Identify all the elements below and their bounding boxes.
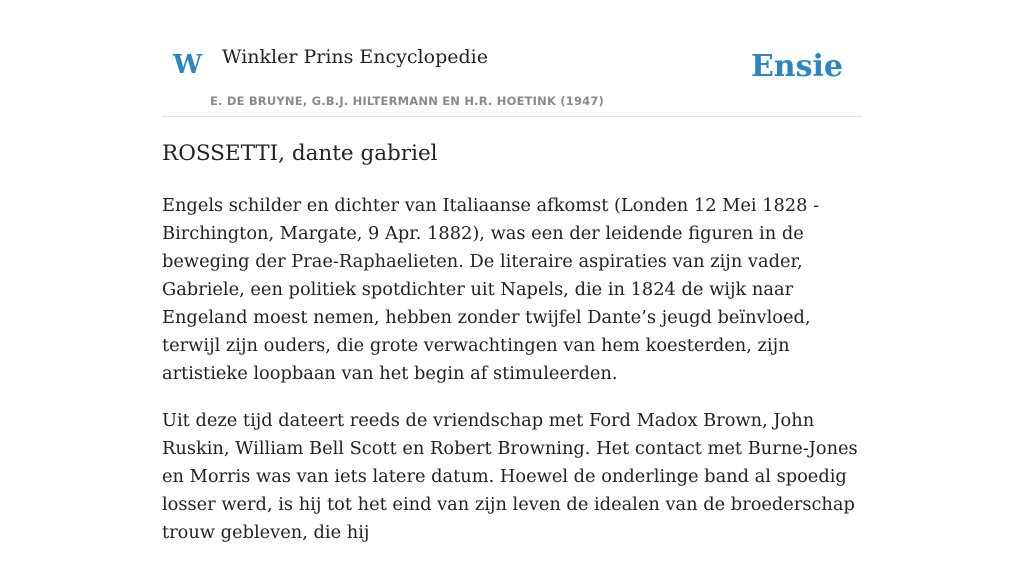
entry-title: ROSSETTI, dante gabriel (162, 141, 438, 166)
publication-authors: E. DE BRUYNE, G.B.J. HILTERMANN EN H.R. HOETINK (1947) (210, 94, 605, 108)
entry-paragraph: Uit deze tijd dateert reeds de vriendschap met Ford Madox Brown, John Ruskin, William Bell Scott en Robert Browning. Het contact met Burne-Jones en Morris was van iets latere datum. Hoewel de onderlinge band al spoedig losser werd, is hij tot het eind van zijn leven de idealen van de broederschap trouw gebleven, die hij (162, 410, 858, 543)
publication-logo[interactable]: W (173, 50, 203, 80)
page-header (162, 0, 862, 117)
entry-paragraph: Engels schilder en dichter van Italiaanse afkomst (Londen 12 Mei 1828 - Birchington, Margate, 9 Apr. 1882), was een der leidende figuren in de beweging der Prae-Raphaelieten. De literaire aspiraties van zijn vader, Gabriele, een politiek spotdichter uit Napels, die in 1824 de wijk naar Engeland moest nemen, hebben zonder twijfel Dante’s jeugd beïnvloed, terwijl zijn ouders, die grote verwachtingen van hem koesterden, zijn artistieke loopbaan van het begin af stimuleerden. (162, 195, 820, 384)
entry-body (162, 192, 862, 566)
ensie-logo-link[interactable]: Ensie (750, 49, 843, 84)
publication-title[interactable]: Winkler Prins Encyclopedie (222, 46, 488, 68)
page-container (162, 0, 862, 543)
